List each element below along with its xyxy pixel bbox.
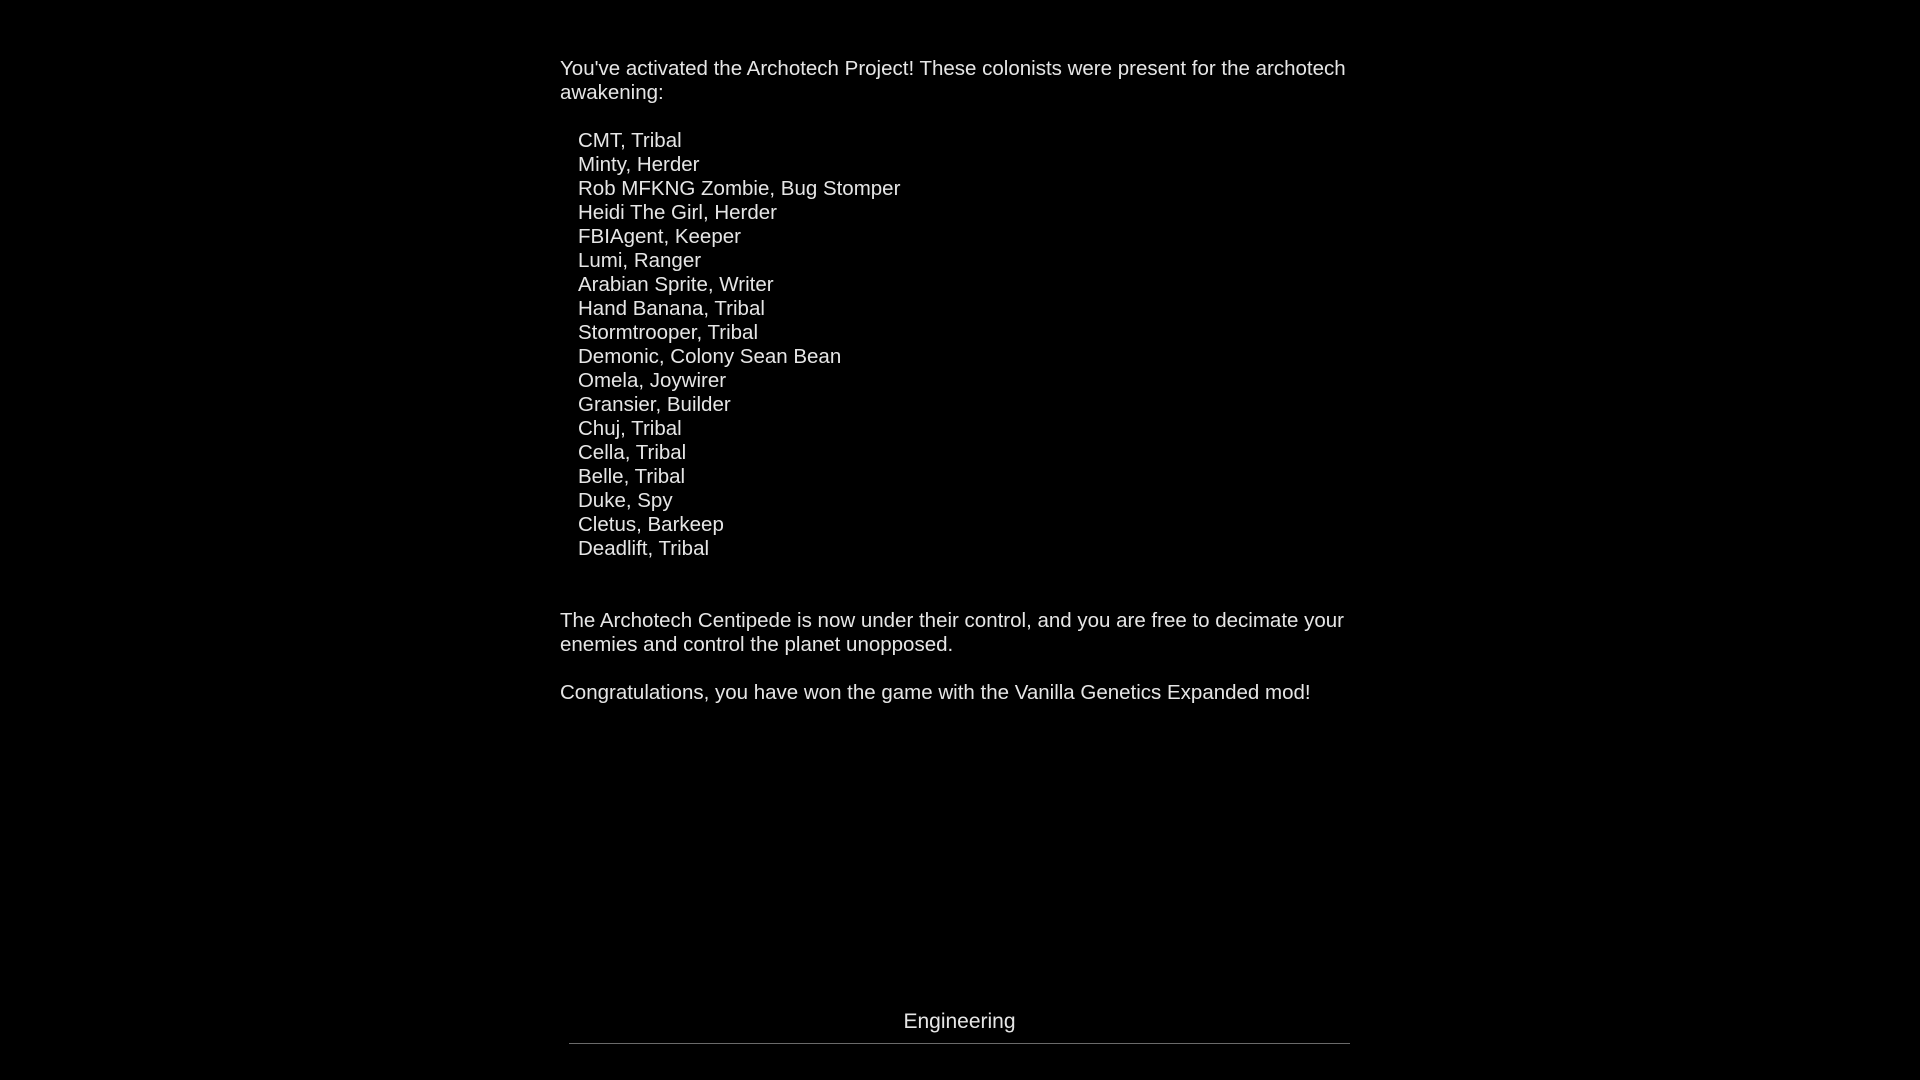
colonist-list-item: Rob MFKNG Zombie, Bug Stomper bbox=[578, 177, 901, 200]
section-divider bbox=[569, 1043, 1350, 1044]
colonist-list-item: Chuj, Tribal bbox=[578, 417, 682, 440]
colonist-list bbox=[560, 129, 1360, 561]
credits-intro: You've activated the Archotech Project! These colonists were present for the archotech awakening: bbox=[560, 57, 1346, 104]
credits-text-block bbox=[560, 57, 1360, 705]
colonist-list-item: Minty, Herder bbox=[578, 153, 700, 176]
colonist-list-item: Heidi The Girl, Herder bbox=[578, 201, 777, 224]
colonist-list-item: Arabian Sprite, Writer bbox=[578, 273, 774, 296]
colonist-list-item: Lumi, Ranger bbox=[578, 249, 702, 272]
win-message: Congratulations, you have won the game with the Vanilla Genetics Expanded mod! bbox=[560, 681, 1311, 704]
colonist-list-item: Omela, Joywirer bbox=[578, 369, 727, 392]
colonist-list-item: Demonic, Colony Sean Bean bbox=[578, 345, 842, 368]
colonist-list-item: CMT, Tribal bbox=[578, 129, 682, 152]
colonist-list-item: Duke, Spy bbox=[578, 489, 673, 512]
colonist-list-item: FBIAgent, Keeper bbox=[578, 225, 741, 248]
colonist-list-item: Gransier, Builder bbox=[578, 393, 731, 416]
colonist-list-item: Stormtrooper, Tribal bbox=[578, 321, 759, 344]
colonist-list-item: Belle, Tribal bbox=[578, 465, 686, 488]
colonist-list-item: Cletus, Barkeep bbox=[578, 513, 724, 536]
colonist-list-item: Deadlift, Tribal bbox=[578, 537, 710, 560]
credits-outro: The Archotech Centipede is now under their control, and you are free to decimate your enemies and control the planet unopposed. bbox=[560, 609, 1345, 656]
colonist-list-item: Hand Banana, Tribal bbox=[578, 297, 765, 320]
credits-section-title: Engineering bbox=[903, 1010, 1016, 1033]
colonist-list-item: Cella, Tribal bbox=[578, 441, 687, 464]
